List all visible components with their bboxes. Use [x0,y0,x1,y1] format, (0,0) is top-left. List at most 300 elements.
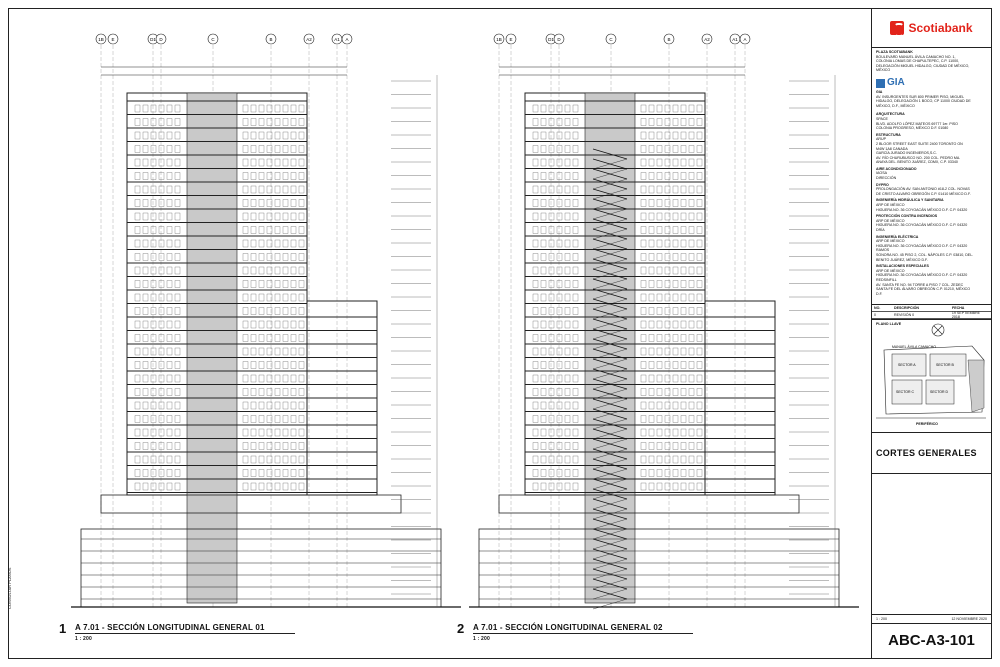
window [549,456,554,463]
window [541,470,546,477]
window [533,443,538,450]
window [689,416,694,423]
window [641,267,646,274]
window [541,456,546,463]
window [267,389,272,396]
window [665,186,670,193]
window [267,200,272,207]
window [681,281,686,288]
window [267,227,272,234]
window [283,483,288,490]
window [681,200,686,207]
window [657,456,662,463]
window [565,240,570,247]
window [665,362,670,369]
window [573,119,578,126]
window [283,132,288,139]
window [697,213,702,220]
window [299,227,304,234]
window [251,470,256,477]
window [641,308,646,315]
window [159,348,164,355]
window [533,119,538,126]
consultant-line: SANTA FE DEL ÁLVARO OBREGÓN C.P. 01210, MÉXICO [876,287,971,292]
window [573,254,578,261]
window [665,159,670,166]
window [657,132,662,139]
window [251,105,256,112]
drawing-caption-1 [59,621,265,642]
consultant-role: ESTRUCTURA [876,132,901,137]
window [299,254,304,261]
window [283,281,288,288]
window [557,375,562,382]
window [259,281,264,288]
window [689,186,694,193]
window [681,375,686,382]
window [299,186,304,193]
window [267,119,272,126]
window [291,281,296,288]
window [151,213,156,220]
window [573,294,578,301]
window [549,254,554,261]
grid-axis-label: A1 [732,37,738,42]
window [283,456,288,463]
window [681,132,686,139]
window [573,335,578,342]
window [665,240,670,247]
grid-axis-label: 1B [496,37,502,42]
window [291,308,296,315]
window [673,389,678,396]
window [167,429,172,436]
window [533,254,538,261]
revision-row [872,312,991,319]
window [557,389,562,396]
window [557,267,562,274]
window [657,348,662,355]
window [549,362,554,369]
window [673,429,678,436]
window [291,375,296,382]
window [243,240,248,247]
window [533,173,538,180]
revision-header-no: NO. [874,306,881,311]
window [573,173,578,180]
window [641,443,646,450]
window [557,119,562,126]
gia-icon [876,79,885,88]
window [565,362,570,369]
window [649,240,654,247]
consultant-line: DRÍA [876,228,885,232]
window [533,308,538,315]
window [541,240,546,247]
window [657,402,662,409]
window [299,213,304,220]
window [159,483,164,490]
window [143,119,148,126]
window [657,159,662,166]
window [689,146,694,153]
window [541,281,546,288]
consultant-line: BENITO JUÁREZ, MÉXICO D.F. [876,257,928,262]
window [681,186,686,193]
grid-axis-label: A2 [704,37,710,42]
window [665,254,670,261]
window [573,362,578,369]
basement-levels [81,529,441,607]
window [267,483,272,490]
window [689,375,694,382]
window [681,443,686,450]
window [565,213,570,220]
window [541,308,546,315]
window [573,429,578,436]
window [541,402,546,409]
window [565,281,570,288]
window [151,132,156,139]
window [291,402,296,409]
window [251,483,256,490]
consultant-line: M4W 1A8 CANADA [876,146,908,151]
window [689,254,694,261]
window [243,429,248,436]
window [243,227,248,234]
window [275,267,280,274]
window [135,335,140,342]
window [549,389,554,396]
window [641,105,646,112]
window [167,254,172,261]
window [533,348,538,355]
window [251,146,256,153]
window [283,348,288,355]
window [135,132,140,139]
window [143,308,148,315]
window [283,389,288,396]
window [665,227,670,234]
window [557,402,562,409]
window [151,335,156,342]
consultant-line: ARP DE MÉXICO [876,218,905,223]
window [541,105,546,112]
window [533,146,538,153]
window [251,429,256,436]
window [283,105,288,112]
window [143,267,148,274]
window [259,483,264,490]
window [159,146,164,153]
window [299,470,304,477]
window [641,254,646,261]
window [243,483,248,490]
window [557,362,562,369]
window [143,470,148,477]
grid-axis-label: A1 [334,37,340,42]
window [665,443,670,450]
key-plan-title: PLANO LLAVE [876,322,902,327]
window [291,456,296,463]
window [283,213,288,220]
window [167,132,172,139]
window [267,443,272,450]
window [573,159,578,166]
window [549,146,554,153]
window [299,389,304,396]
window [151,173,156,180]
window [681,173,686,180]
window [275,402,280,409]
revision-table [872,304,991,320]
window [275,294,280,301]
window [541,173,546,180]
window [565,416,570,423]
window [689,456,694,463]
window [573,105,578,112]
window [673,470,678,477]
window [243,375,248,382]
window [251,416,256,423]
window [135,375,140,382]
window [275,321,280,328]
window [159,443,164,450]
key-plan-drawing [872,320,990,432]
window [689,335,694,342]
window [143,254,148,261]
window [649,119,654,126]
window [283,159,288,166]
scotiabank-icon [890,21,904,35]
vertical-note: CONSULTAR PLANOS [7,567,12,609]
window [167,294,172,301]
window [283,294,288,301]
window [267,213,272,220]
window [243,254,248,261]
window [243,308,248,315]
window [167,402,172,409]
window [267,308,272,315]
window [689,105,694,112]
consultant-entry [876,235,987,263]
window [143,159,148,166]
window [665,389,670,396]
window [549,348,554,355]
window [565,470,570,477]
window [267,335,272,342]
window [697,200,702,207]
window [649,348,654,355]
window [299,429,304,436]
revision-header-date: FECHA [952,306,965,311]
window [159,389,164,396]
window [291,254,296,261]
window [689,294,694,301]
window [557,281,562,288]
window [665,200,670,207]
window [557,186,562,193]
window [299,335,304,342]
window [243,119,248,126]
window [681,416,686,423]
window [291,470,296,477]
window [135,254,140,261]
window [251,240,256,247]
client-logo [872,9,991,48]
window [275,240,280,247]
window [641,294,646,301]
window [573,146,578,153]
window [167,416,172,423]
window [167,321,172,328]
drawing-area [9,9,871,657]
grid-axis-label: C [211,37,215,42]
window [167,227,172,234]
window [657,483,662,490]
window [175,402,180,409]
client-address-line: BOULEVARD MANUEL ÁVILA CAMACHO NO. 1, [876,54,956,59]
window [565,119,570,126]
consultant-line: HIGUERA NO. 36 COYOACÁN MÉXICO D.F. C.P. 04320 [876,273,968,278]
window [167,348,172,355]
consultants-list [872,110,991,300]
window [143,416,148,423]
window [649,389,654,396]
consultant-entry [876,112,987,130]
window [573,227,578,234]
window [681,429,686,436]
window [143,443,148,450]
window [673,254,678,261]
window [697,375,702,382]
window [243,402,248,409]
window [159,240,164,247]
window [681,389,686,396]
window [673,402,678,409]
window [657,254,662,261]
window [135,416,140,423]
window [143,389,148,396]
consultant-line: RAMOS [876,248,890,253]
window [151,159,156,166]
window [689,240,694,247]
consultant-line: HIGUERA NO. 36 COYOACÁN MÉXICO D.F. C.P. 04320 [876,243,968,248]
window [689,429,694,436]
window [681,105,686,112]
window [259,186,264,193]
window [275,429,280,436]
window [243,443,248,450]
window [135,213,140,220]
window [673,375,678,382]
window [167,483,172,490]
consultant-line: ARP DE MÉXICO [876,239,905,244]
window [689,483,694,490]
window [243,416,248,423]
window [641,321,646,328]
consultant-line: ANAYA DEL. BENITO JUÁREZ, CDMX, C.P. 03340 [876,160,958,165]
window [641,227,646,234]
window [533,227,538,234]
window [275,483,280,490]
window [283,402,288,409]
window [167,470,172,477]
window [167,240,172,247]
window [657,173,662,180]
window [565,132,570,139]
window [167,105,172,112]
core-wall [585,93,635,603]
window [549,483,554,490]
window [665,321,670,328]
window [151,227,156,234]
consultant-line: ARP DE MÉXICO [876,203,905,208]
window [159,429,164,436]
consultant-role: AIRE ACONDICIONADO [876,166,917,171]
window [541,375,546,382]
window [541,443,546,450]
window [135,267,140,274]
window [291,443,296,450]
window [243,362,248,369]
window [565,348,570,355]
window [275,443,280,450]
window [533,294,538,301]
window [291,173,296,180]
window [697,416,702,423]
window [167,267,172,274]
window [243,186,248,193]
window [649,416,654,423]
window [259,294,264,301]
window [689,308,694,315]
window [649,213,654,220]
window [557,321,562,328]
window [549,227,554,234]
window [533,429,538,436]
window [549,443,554,450]
window [291,348,296,355]
grid-axis-label: B [269,37,273,42]
window [657,213,662,220]
window [541,200,546,207]
window [259,213,264,220]
window [143,105,148,112]
window [151,348,156,355]
window [251,375,256,382]
window [649,159,654,166]
window [697,470,702,477]
window [167,443,172,450]
window [549,294,554,301]
window [251,213,256,220]
window [175,443,180,450]
window [283,443,288,450]
drawing-caption-2 [457,621,663,642]
window [641,362,646,369]
grid-axis-label: B [667,37,671,42]
window [557,200,562,207]
window [251,254,256,261]
architect-address-line: AV. INSURGENTES SUR 800 PRIMER PISO, MIGUEL [876,94,965,99]
window [697,281,702,288]
window [541,321,546,328]
window [565,186,570,193]
window [175,294,180,301]
window [291,213,296,220]
window [649,402,654,409]
